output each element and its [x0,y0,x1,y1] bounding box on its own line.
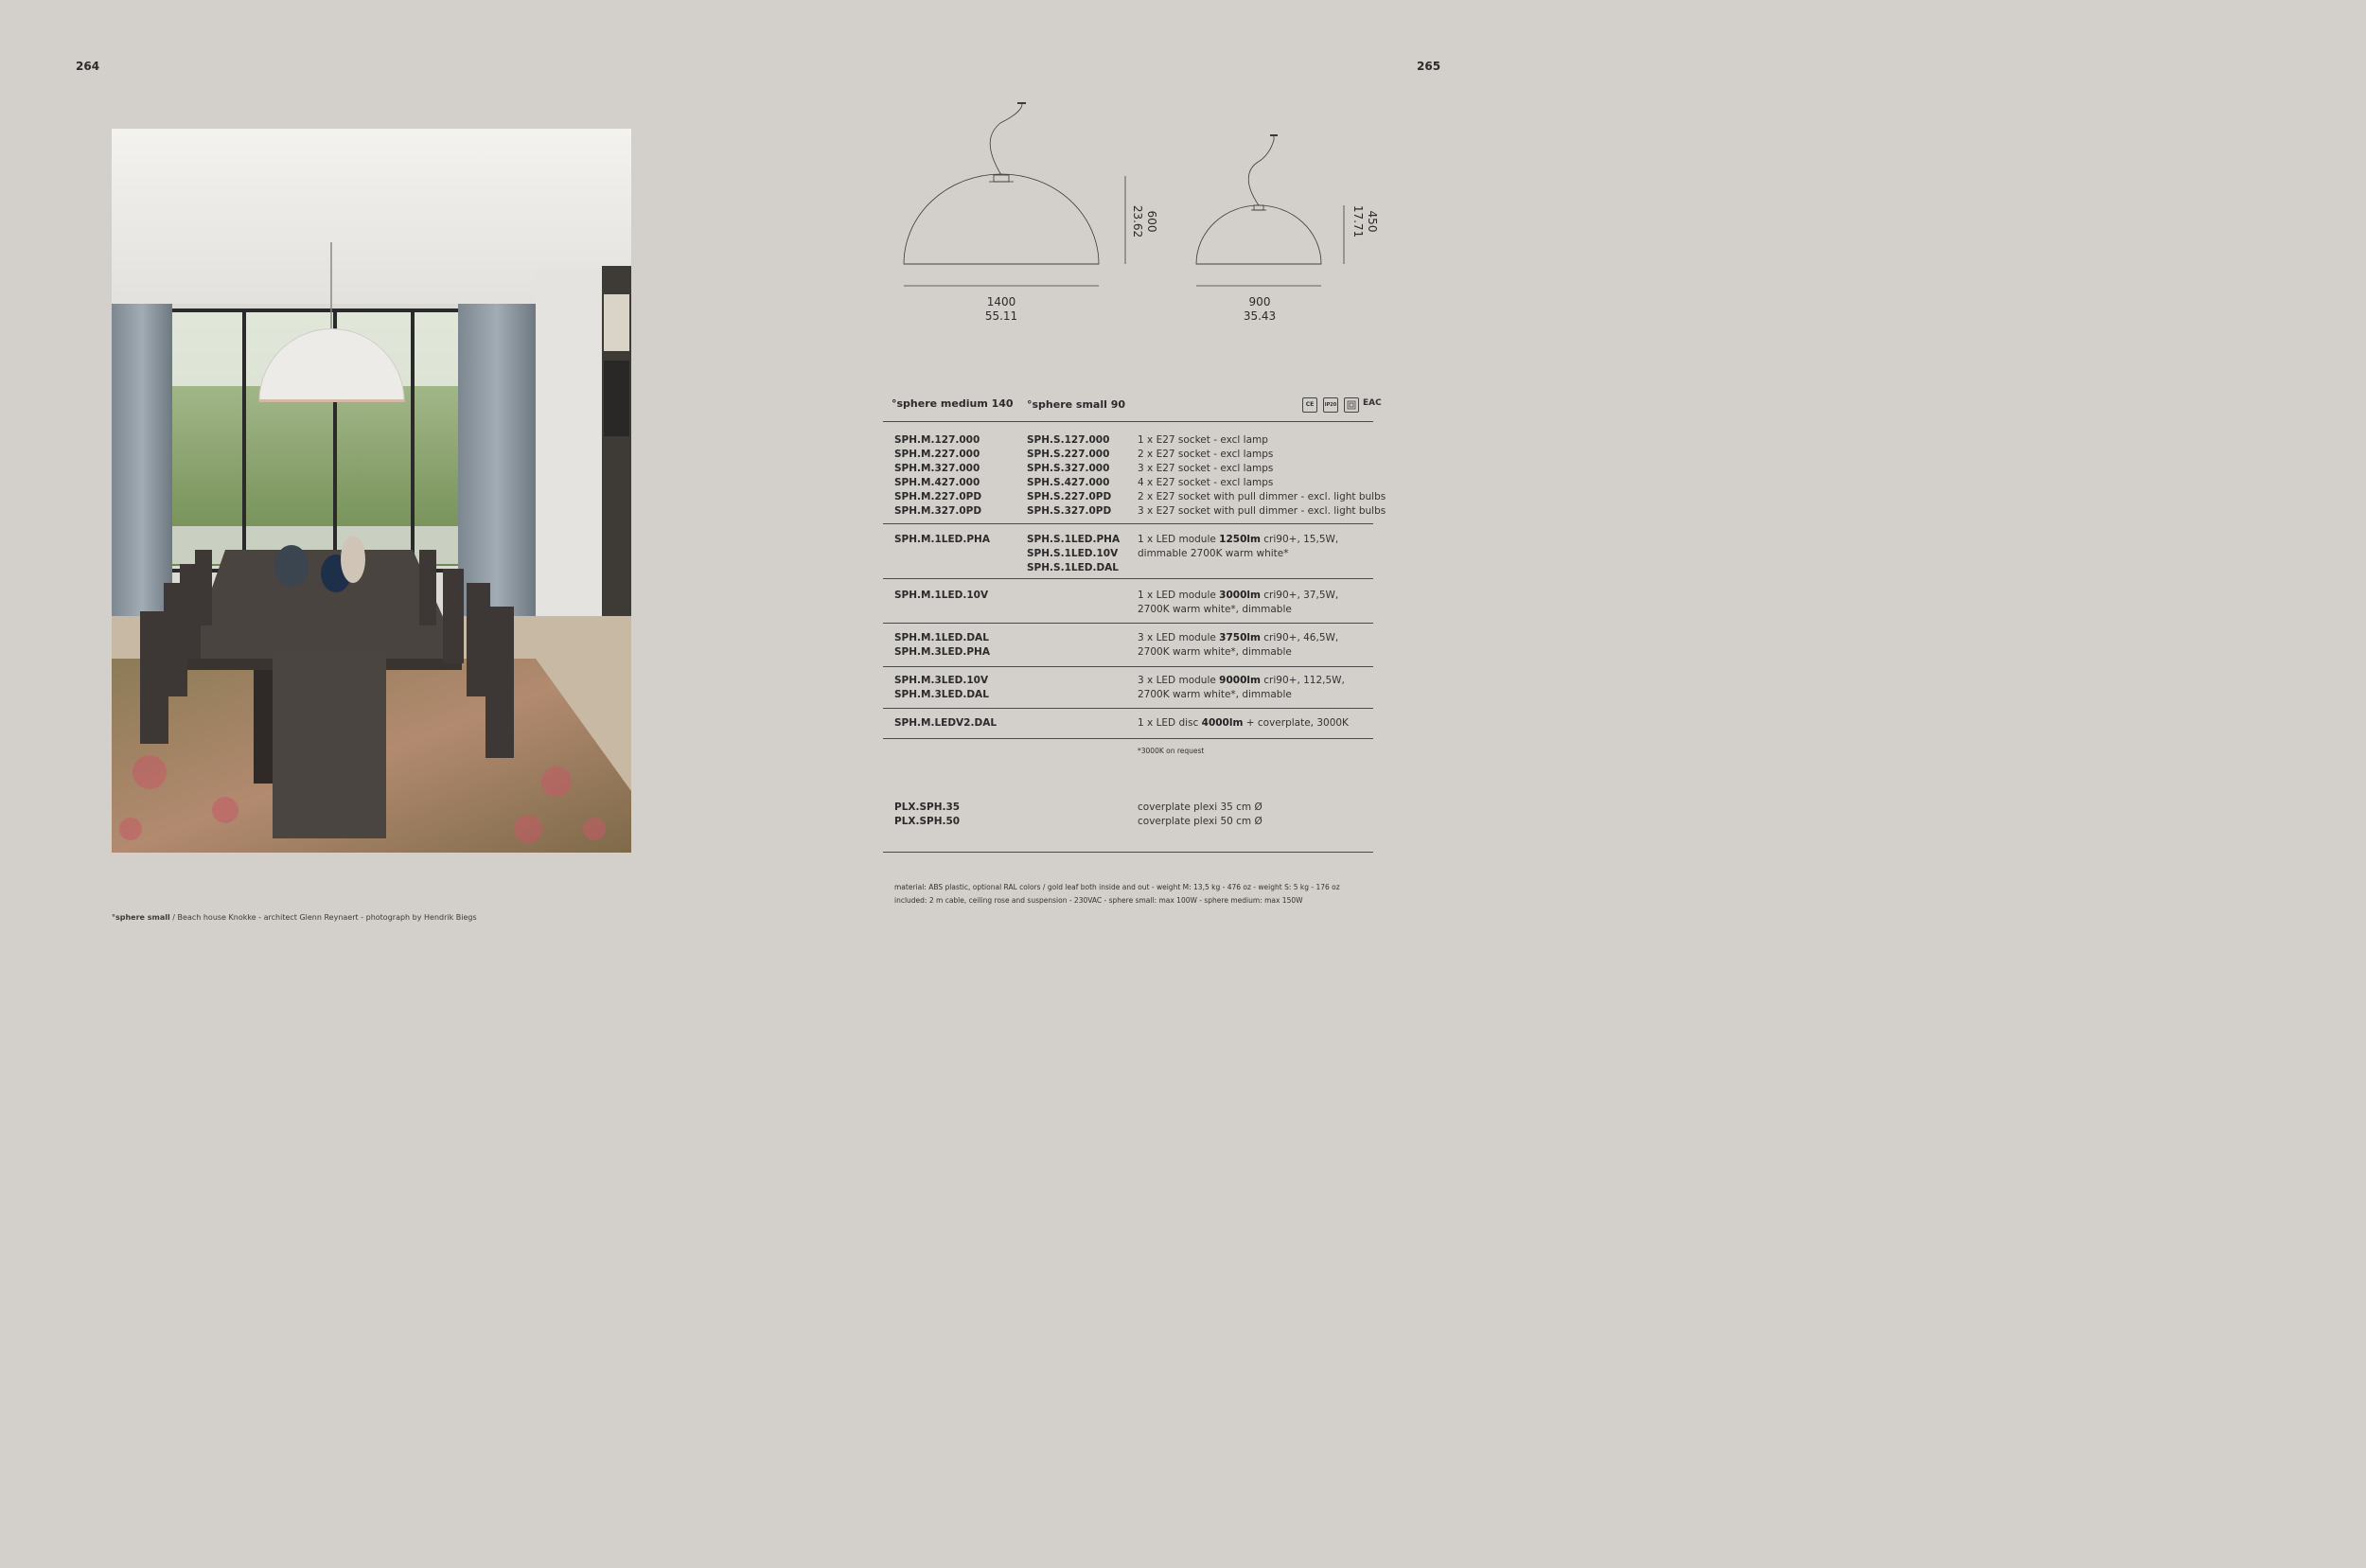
group1-descriptions [1138,433,1386,519]
lumen-value: 9000lm [1219,675,1261,686]
group2-medium-code: SPH.M.1LED.PHA [894,534,990,545]
desc-text: dimmable 2700K warm white* [1138,548,1289,559]
eac-mark-icon: EAC [1363,398,1382,408]
desc-item: coverplate plexi 50 cm Ø [1138,816,1262,827]
group4-description [1138,631,1338,660]
code-item: SPH.S.227.0PD [1027,491,1112,502]
right-page-number: 265 [1417,60,1441,73]
code-item: SPH.S.227.000 [1027,449,1110,460]
code-item: SPH.M.327.000 [894,463,980,474]
table-rule [883,623,1373,624]
code-item: SPH.S.327.0PD [1027,505,1112,517]
photo-caption [112,913,477,922]
desc-text: cri90+, 15,5W, [1260,534,1339,545]
caption-product: °sphere small [112,913,170,922]
medium-height-in: 23.62 [1131,204,1144,238]
spec-footer [894,881,1340,907]
group5-description [1138,674,1345,702]
desc-item: 2 x E27 socket with pull dimmer - excl. light bulbs [1138,491,1386,502]
col-header-small: °sphere small 90 [1027,398,1126,411]
table-rule [883,421,1373,422]
code-item: SPH.M.227.000 [894,449,980,460]
group4-medium-codes [894,631,990,660]
small-height-dimension [1349,195,1379,248]
group1-small-codes [1027,433,1111,519]
ce-mark-icon: CE [1302,397,1317,413]
desc-item: 3 x E27 socket with pull dimmer - excl. light bulbs [1138,505,1386,517]
medium-width-in: 55.11 [984,309,1018,323]
desc-text: 2700K warm white*, dimmable [1138,646,1292,658]
small-height-in: 17.71 [1351,204,1365,238]
group6-medium-code: SPH.M.LEDV2.DAL [894,717,998,729]
desc-text: cri90+, 112,5W, [1260,675,1345,686]
medium-height-mm: 600 [1145,210,1158,233]
ip20-icon: IP20 [1323,397,1338,413]
lumen-value: 4000lm [1201,717,1244,729]
code-item: SPH.M.3LED.10V [894,675,989,686]
code-item: PLX.SPH.35 [894,802,961,813]
code-item: PLX.SPH.50 [894,816,961,827]
group2-small-codes [1027,533,1120,575]
code-item: SPH.M.1LED.DAL [894,632,989,643]
table-rule [883,666,1373,667]
desc-text: 1 x LED disc [1138,717,1202,729]
lumen-value: 3750lm [1219,632,1261,643]
dining-room-photo [112,129,631,853]
small-width-in: 35.43 [1243,309,1277,323]
col-header-medium: °sphere medium 140 [892,397,1014,410]
desc-item: 3 x E27 socket - excl lamps [1138,463,1274,474]
medium-width-mm: 1400 [986,295,1016,308]
desc-text: 2700K warm white*, dimmable [1138,689,1292,700]
caption-text: / Beach house Knokke - architect Glenn Reynaert - photograph by Hendrik Biegs [169,913,477,922]
desc-text: 1 x LED module [1138,590,1220,601]
code-item: SPH.S.327.000 [1027,463,1110,474]
desc-text: 1 x LED module [1138,534,1220,545]
desc-item: 1 x E27 socket - excl lamp [1138,434,1268,446]
small-height-mm: 450 [1366,210,1379,233]
dimension-drawings [894,95,1386,289]
medium-height-dimension [1128,195,1158,248]
desc-text: 2700K warm white*, dimmable [1138,604,1292,615]
code-item: SPH.S.1LED.10V [1027,548,1119,559]
desc-text: cri90+, 37,5W, [1260,590,1339,601]
code-item: SPH.M.227.0PD [894,491,982,502]
desc-item: coverplate plexi 35 cm Ø [1138,802,1262,813]
code-item: SPH.M.3LED.PHA [894,646,990,658]
desc-text: 3 x LED module [1138,632,1220,643]
desc-text: 3 x LED module [1138,675,1220,686]
medium-width-dimension [963,295,1039,324]
code-item: SPH.S.127.000 [1027,434,1110,446]
class-ii-icon [1344,397,1359,413]
desc-item: 2 x E27 socket - excl lamps [1138,449,1274,460]
included-line: included: 2 m cable, ceiling rose and suspension - 230VAC - sphere small: max 100W - sphere medium: max 150W [894,896,1303,905]
lumen-value: 1250lm [1219,534,1261,545]
code-item: SPH.S.427.000 [1027,477,1110,488]
code-item: SPH.M.3LED.DAL [894,689,989,700]
sphere-medium-drawing [904,103,1125,286]
table-rule [883,708,1373,709]
accessory-codes [894,801,960,829]
table-rule [883,738,1373,739]
material-line: material: ABS plastic, optional RAL colors / gold leaf both inside and out - weight M: 13,5 kg - 476 oz - weight S: 5 kg - 176 oz [894,883,1340,891]
desc-text: cri90+, 46,5W, [1260,632,1339,643]
lumen-value: 3000lm [1219,590,1261,601]
desc-text: + coverplate, 3000K [1243,717,1349,729]
code-item: SPH.M.127.000 [894,434,980,446]
desc-item: 4 x E27 socket - excl lamps [1138,477,1274,488]
group5-medium-codes [894,674,989,702]
group6-description [1138,716,1349,731]
code-item: SPH.M.427.000 [894,477,980,488]
table-rule [883,852,1373,853]
table-rule [883,578,1373,579]
group1-medium-codes [894,433,981,519]
sphere-small-drawing [1196,135,1344,286]
small-width-dimension [1222,295,1298,324]
code-item: SPH.M.327.0PD [894,505,982,517]
group3-description [1138,589,1338,617]
small-width-mm: 900 [1248,295,1271,308]
accessory-descriptions [1138,801,1262,829]
code-item: SPH.S.1LED.PHA [1027,534,1121,545]
left-page-number: 264 [76,60,100,73]
group2-description [1138,533,1338,561]
code-item: SPH.S.1LED.DAL [1027,562,1119,573]
footnote: *3000K on request [1138,747,1205,755]
group3-medium-code: SPH.M.1LED.10V [894,590,989,601]
table-rule [883,523,1373,524]
